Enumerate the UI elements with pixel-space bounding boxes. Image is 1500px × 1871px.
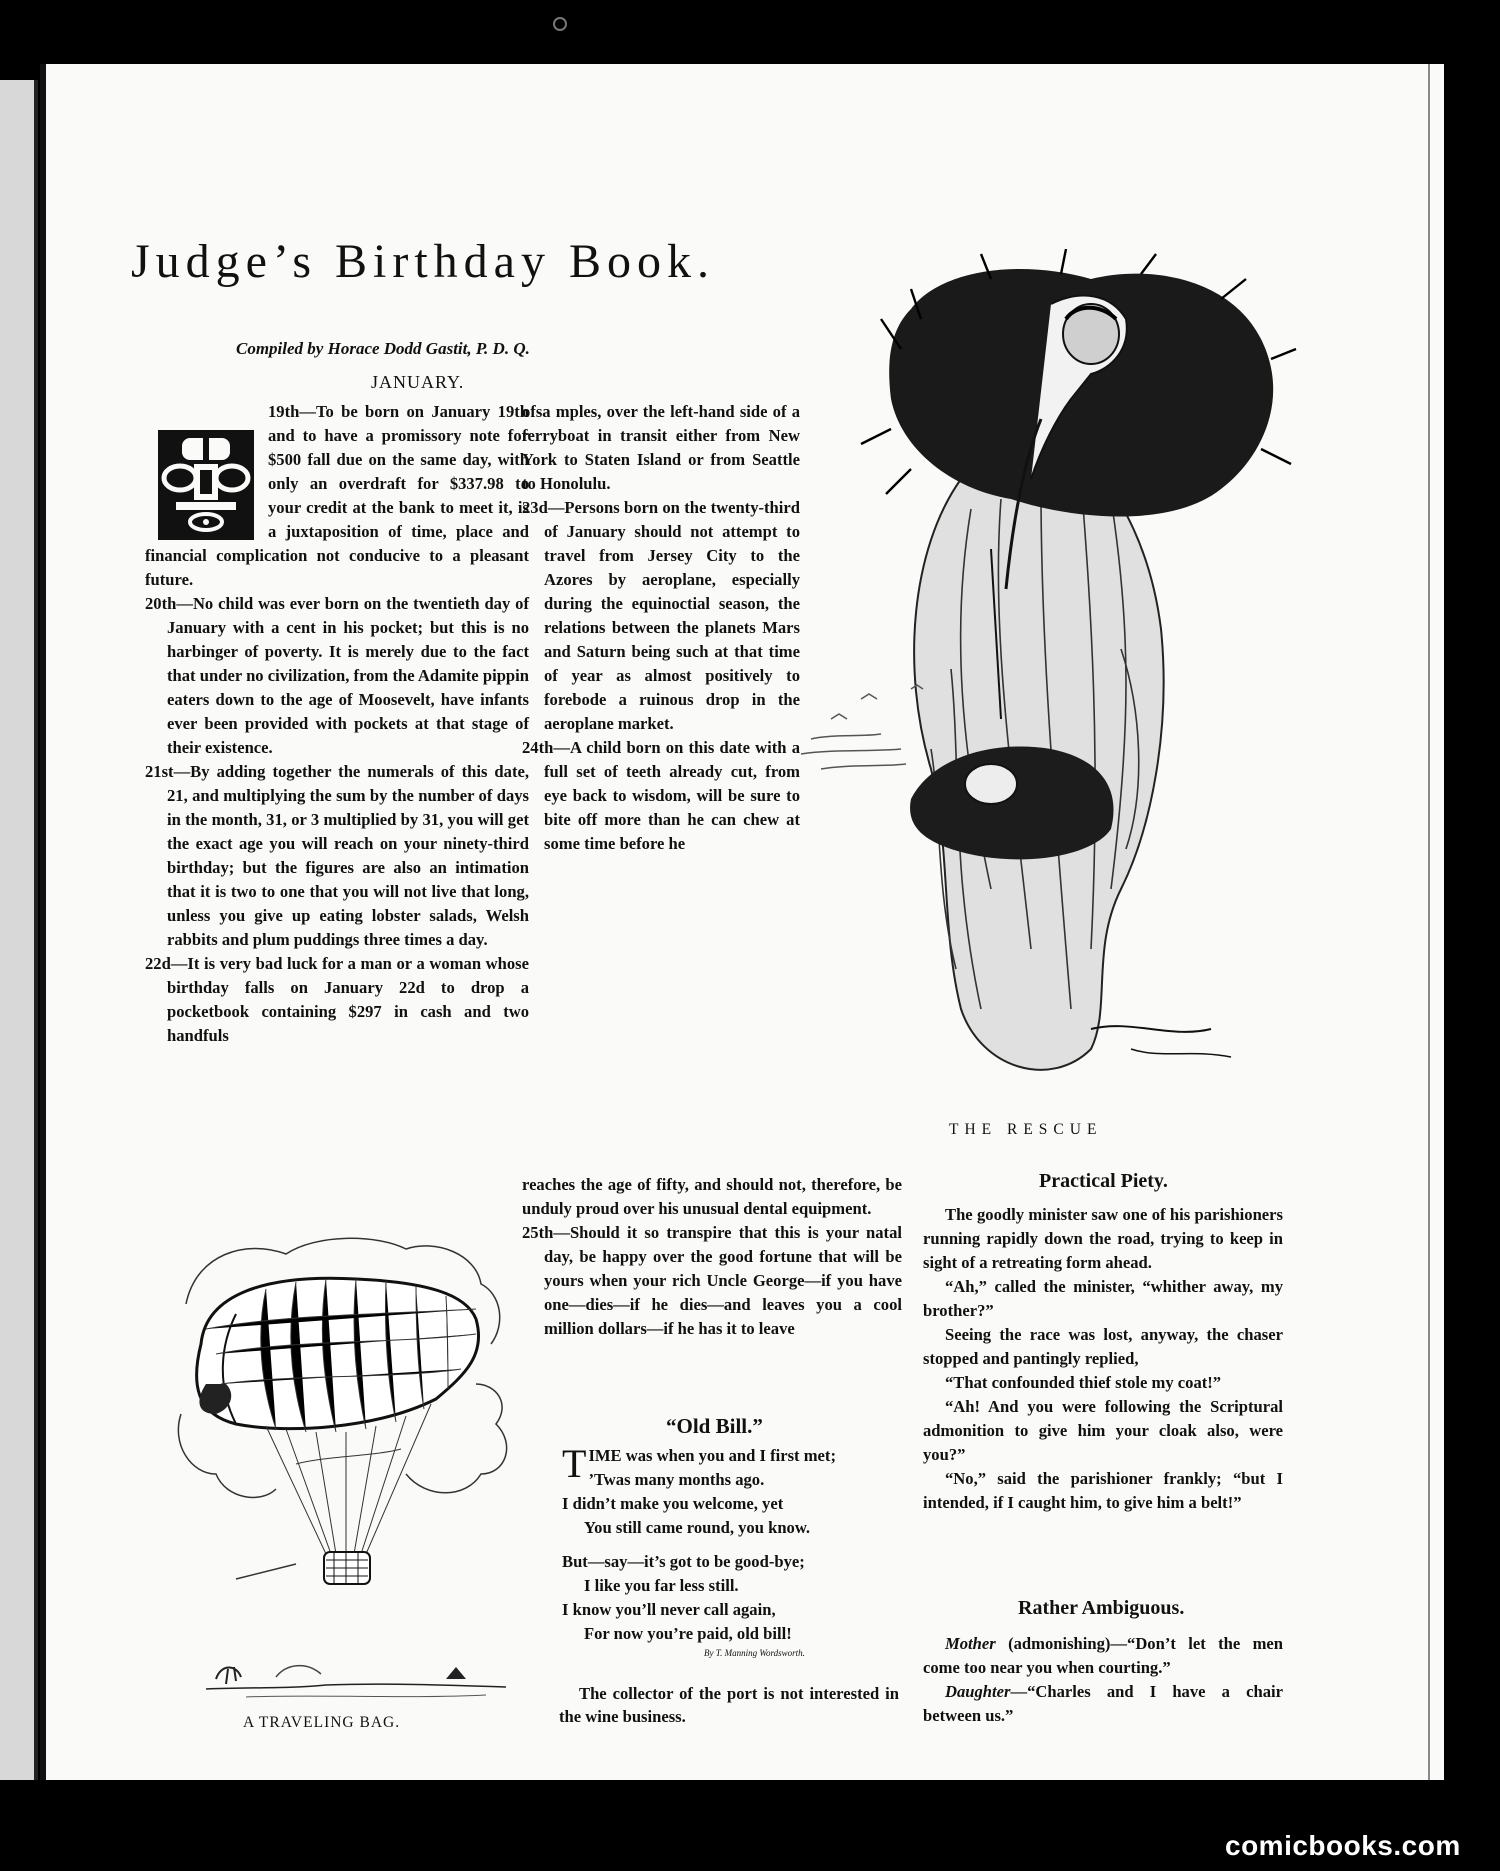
practical-piety-body [923, 1203, 1283, 1515]
binding-hole [553, 17, 567, 31]
site-watermark: comicbooks.com [1225, 1830, 1461, 1861]
speaker-mother: Mother [945, 1634, 996, 1653]
entry-21st: 21st—By adding together the numerals of this date, 21, and multiplying the sum by the number of days in the month, 31, or 3 multiplied by 31, you will get the exact age you will reach on your ninety-third birthday; but the figures are also an intimation that it is two to one that you will not live that long, unless you give up eating lobster salads, Welsh rabbits and plum puddings three times a day. [145, 762, 529, 949]
daughter-text: —“Charles and I have a chair between us.” [923, 1682, 1283, 1725]
ambiguous-line-mother [923, 1632, 1283, 1680]
entry-22d-continued: ofsa mples, over the left-hand side of a ferryboat in transit either from New York to Staten Island or from Seattle to Honolulu. [522, 402, 800, 493]
practical-piety-heading: Practical Piety. [1039, 1170, 1168, 1192]
landscape-ground-illustration [206, 1649, 506, 1709]
speaker-daughter: Daughter [945, 1682, 1011, 1701]
the-rescue-caption: THE RESCUE [949, 1121, 1103, 1138]
column-middle [522, 400, 800, 856]
poem-line-5: But—say—it’s got to be good-bye; [562, 1552, 805, 1571]
entry-24th-continued: reaches the age of fifty, and should not, therefore, be unduly proud over his unusual dental equipment. [522, 1175, 902, 1218]
poem-line-1: IME was when you and I first met; [588, 1446, 836, 1465]
entry-22d: 22d—It is very bad luck for a man or a woman whose birthday falls on January 22d to drop a pocketbook containing $297 in cash and two handfuls [145, 954, 529, 1045]
page-edge-line [1428, 64, 1430, 1780]
poem-line-3: I didn’t make you welcome, yet [562, 1494, 784, 1513]
magazine-page [40, 64, 1444, 1780]
previous-page-edge [0, 80, 38, 1780]
month-heading: JANUARY. [371, 372, 465, 392]
poem-credit: By T. Manning Wordsworth. [704, 1648, 805, 1658]
page-subtitle: Compiled by Horace Dodd Gastit, P. D. Q. [236, 339, 530, 358]
column-middle-lower [522, 1173, 902, 1341]
poem-line-2: ’Twas many months ago. [588, 1470, 765, 1489]
piety-paragraph-3: Seeing the race was lost, anyway, the chaser stopped and pantingly replied, [923, 1325, 1283, 1368]
poem-dropcap: T [562, 1441, 587, 1486]
ambiguous-line-daughter [923, 1680, 1283, 1728]
page-title: Judge’s Birthday Book. [131, 235, 715, 288]
traveling-bag-balloon-illustration [176, 1234, 516, 1604]
poem-body [562, 1441, 907, 1646]
entry-25th: 25th—Should it so transpire that this is your natal day, be happy over the good fortune that will be yours when your rich Uncle George—if you have one—dies—if he dies—and leaves you a cool million dollars—if he has it to leave [522, 1223, 902, 1338]
piety-paragraph-2: “Ah,” called the minister, “whither away, my brother?” [923, 1277, 1283, 1320]
piety-paragraph-6: “No,” said the parishioner frankly; “but I intended, if I caught him, to give him a belt!” [923, 1469, 1283, 1512]
entry-23d: 23d—Persons born on the twenty-third of January should not attempt to travel from Jersey City to the Azores by aeroplane, especially during the equinoctial season, the relations between the planets Mars and Saturn being such at that time of year as almost positively to forebode a ruinous drop in the aeroplane market. [522, 498, 800, 733]
collector-joke: The collector of the port is not interested in the wine business. [559, 1684, 899, 1726]
piety-paragraph-5: “Ah! And you were following the Scriptural admonition to give him your cloak also, were you?” [923, 1397, 1283, 1464]
mother-text: (admonishing)—“Don’t let the men come too near you when courting.” [923, 1634, 1283, 1677]
column-left [145, 400, 529, 1048]
mask-ornament-icon [158, 430, 254, 540]
the-rescue-illustration [791, 249, 1301, 1099]
poem-line-6: I like you far less still. [584, 1576, 739, 1595]
entry-24th: 24th—A child born on this date with a full set of teeth already cut, from eye back to wisdom, will be sure to bite off more than he can chew at some time before he [522, 738, 800, 853]
traveling-bag-caption: A TRAVELING BAG. [243, 1714, 401, 1731]
piety-paragraph-4: “That confounded thief stole my coat!” [945, 1373, 1222, 1392]
piety-paragraph-1: The goodly minister saw one of his parishioners running rapidly down the road, trying to keep in sight of a retreating form ahead. [923, 1205, 1283, 1272]
entry-20th: 20th—No child was ever born on the twentieth day of January with a cent in his pocket; but this is no harbinger of poverty. It is merely due to the fact that under no civilization, from the Adamite pippin eaters down to the age of Moosevelt, have infants ever been provided with pockets at that stage of their existence. [145, 594, 529, 757]
entry-19th: 19th—To be born on January 19th and to have a promissory note for $500 fall due on the same day, with only an overdraft for $337.98 to your credit at the bank to meet it, is a juxtaposition of time, place and financial complication not conducive to a pleasant future. [145, 402, 529, 589]
rather-ambiguous-heading: Rather Ambiguous. [1018, 1597, 1185, 1619]
rather-ambiguous-body [923, 1632, 1283, 1728]
poem-line-7: I know you’ll never call again, [562, 1600, 776, 1619]
poem-line-8: For now you’re paid, old bill! [584, 1624, 792, 1643]
poem-line-4: You still came round, you know. [584, 1518, 811, 1537]
poem-title: “Old Bill.” [666, 1414, 763, 1438]
